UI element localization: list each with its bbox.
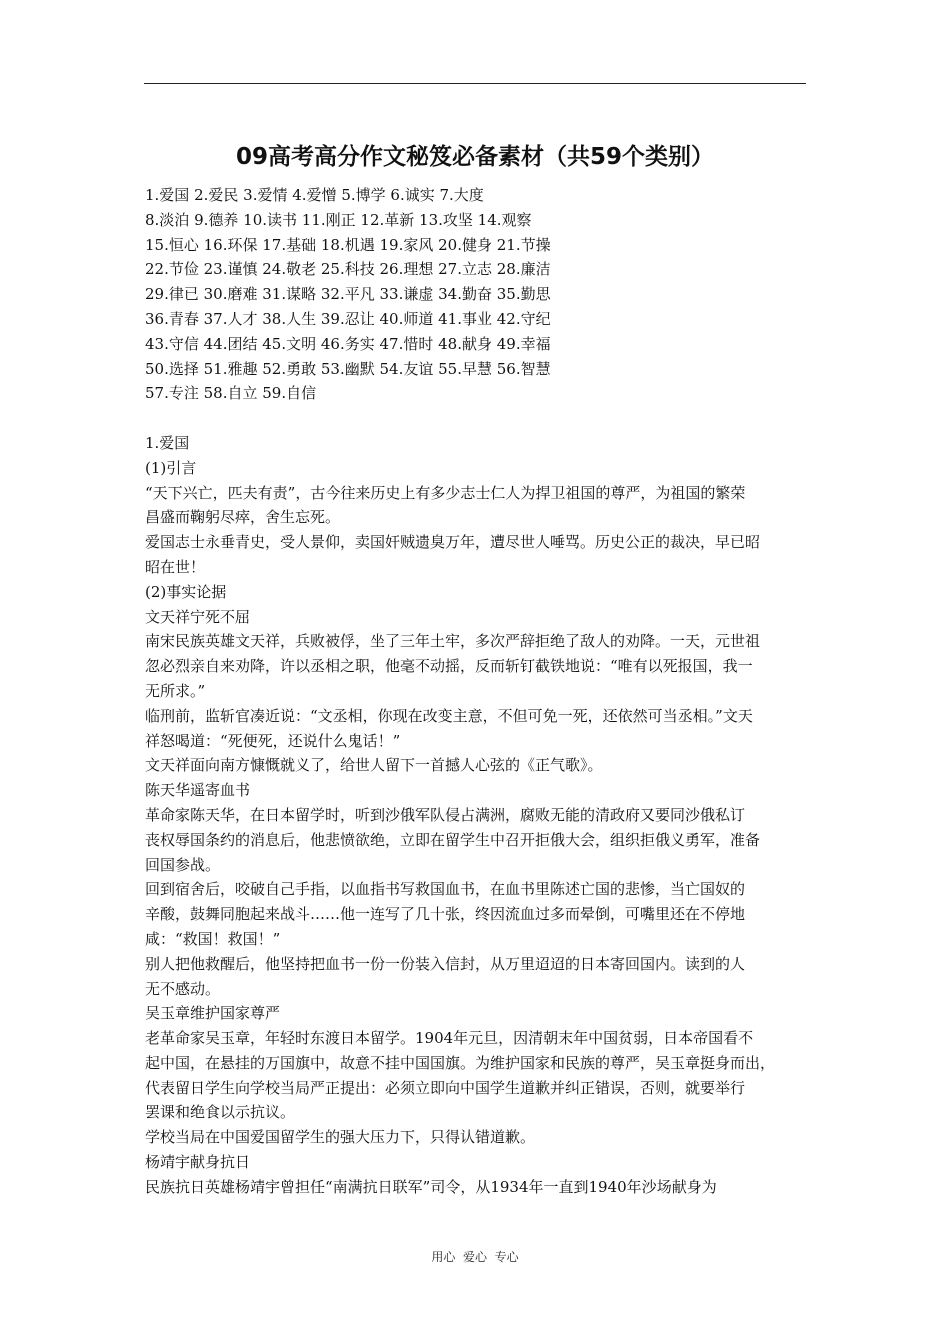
body-text-line: 南宋民族英雄文天祥，兵败被俘，坐了三年土牢，多次严辞拒绝了敌人的劝降。一天，元世祖 bbox=[145, 632, 761, 651]
category-index-line: 8.淡泊 9.德养 10.读书 11.刚正 12.革新 13.攻坚 14.观察 bbox=[145, 210, 532, 229]
page-title: 09高考高分作文秘笈必备素材（共59个类别） bbox=[235, 144, 714, 170]
body-text-line: 爱国志士永垂青史，受人景仰，卖国奸贼遗臭万年，遭尽世人唾骂。历史公正的裁决，早已昭 bbox=[145, 533, 761, 552]
story-title: 陈天华遥寄血书 bbox=[145, 781, 251, 800]
body-text-line: 革命家陈天华，在日本留学时，听到沙俄军队侵占满洲，腐败无能的清政府又要同沙俄私订 bbox=[145, 805, 746, 824]
body-text-line: 祥怒喝道：“死便死，还说什么鬼话！” bbox=[145, 731, 401, 750]
story-title: 吴玉章维护国家尊严 bbox=[145, 1004, 281, 1023]
body-text-line: 罢课和绝食以示抗议。 bbox=[145, 1103, 296, 1122]
body-text-line: 咸：“救国！救国！” bbox=[145, 929, 281, 948]
page-footer: 用心 爱心 专心 bbox=[431, 1250, 519, 1264]
body-text-line: 昭在世！ bbox=[145, 557, 206, 576]
story-title: 文天祥宁死不屈 bbox=[145, 607, 251, 626]
body-text-line: 民族抗日英雄杨靖宇曾担任“南满抗日联军”司令，从1934年一直到1940年沙场献身为 bbox=[145, 1177, 717, 1196]
body-text-line: 昌盛而鞠躬尽瘁，舍生忘死。 bbox=[145, 508, 341, 527]
body-text-line: 代表留日学生向学校当局严正提出：必须立即向中国学生道歉并纠正错误，否则，就要举行 bbox=[145, 1078, 746, 1097]
category-index-line: 1.爱国 2.爱民 3.爱情 4.爱憎 5.博学 6.诚实 7.大度 bbox=[145, 186, 484, 204]
body-text-line: 临刑前，监斩官凑近说：“文丞相，你现在改变主意，不但可免一死，还依然可当丞相。”文天 bbox=[145, 706, 753, 725]
category-index-line: 22.节俭 23.谨慎 24.敬老 25.科技 26.理想 27.立志 28.廉洁 bbox=[145, 260, 551, 279]
document-body bbox=[145, 183, 810, 1200]
body-text-line: 老革命家吴玉章，年轻时东渡日本留学。1904年元旦，因清朝末年中国贫弱，日本帝国看不 bbox=[145, 1029, 754, 1048]
category-index-line: 36.青春 37.人才 38.人生 39.忍让 40.师道 41.事业 42.守纪 bbox=[145, 309, 551, 328]
subsection-heading: (1)引言 bbox=[145, 458, 197, 477]
body-text-line: 回国参战。 bbox=[145, 855, 221, 874]
category-index-line: 50.选择 51.雅趣 52.勇敢 53.幽默 54.友谊 55.早慧 56.智慧 bbox=[145, 359, 551, 378]
category-index-line: 15.恒心 16.环保 17.基础 18.机遇 19.家风 20.健身 21.节操 bbox=[145, 235, 551, 254]
subsection-heading: (2)事实论据 bbox=[145, 582, 227, 601]
body-text-line: 别人把他救醒后，他坚持把血书一份一份装入信封，从万里迢迢的日本寄回国内。读到的人 bbox=[145, 954, 746, 973]
section-patriotism bbox=[145, 431, 810, 1200]
header-rule bbox=[144, 83, 806, 84]
body-text-line: 无不感动。 bbox=[145, 979, 221, 998]
category-index bbox=[145, 183, 810, 406]
category-index-line: 29.律已 30.磨难 31.谋略 32.平凡 33.谦虚 34.勤奋 35.勤思 bbox=[145, 285, 551, 304]
section-heading: 1.爱国 bbox=[145, 433, 190, 452]
body-text-line: 回到宿舍后，咬破自己手指，以血指书写救国血书，在血书里陈述亡国的悲惨，当亡国奴的 bbox=[145, 880, 746, 899]
category-index-line: 43.守信 44.团结 45.文明 46.务实 47.惜时 48.献身 49.幸福 bbox=[145, 334, 551, 353]
body-text-line: 辛酸，鼓舞同胞起来战斗……他一连写了几十张，终因流血过多而晕倒，可嘴里还在不停地 bbox=[145, 905, 746, 924]
body-text-line: 文天祥面向南方慷慨就义了，给世人留下一首撼人心弦的《正气歌》。 bbox=[145, 756, 603, 775]
body-text-line: 忽必烈亲自来劝降，许以丞相之职，他毫不动摇，反而斩钉截铁地说：“唯有以死报国，我一 bbox=[145, 657, 753, 676]
story-title: 杨靖宇献身抗日 bbox=[145, 1153, 251, 1172]
paragraph-spacer bbox=[145, 406, 810, 431]
body-text-line: “天下兴亡，匹夫有责”，古今往来历史上有多少志士仁人为捍卫祖国的尊严，为祖国的繁荣 bbox=[145, 483, 746, 502]
body-text-line: 起中国，在悬挂的万国旗中，故意不挂中国国旗。为维护国家和民族的尊严，吴玉章挺身而出， bbox=[145, 1053, 776, 1072]
body-text-line: 丧权辱国条约的消息后，他悲愤欲绝，立即在留学生中召开拒俄大会，组织拒俄义勇军，准备 bbox=[145, 830, 761, 849]
category-index-line: 57.专注 58.自立 59.自信 bbox=[145, 384, 317, 403]
body-text-line: 无所求。” bbox=[145, 681, 206, 700]
body-text-line: 学校当局在中国爱国留学生的强大压力下，只得认错道歉。 bbox=[145, 1128, 536, 1147]
